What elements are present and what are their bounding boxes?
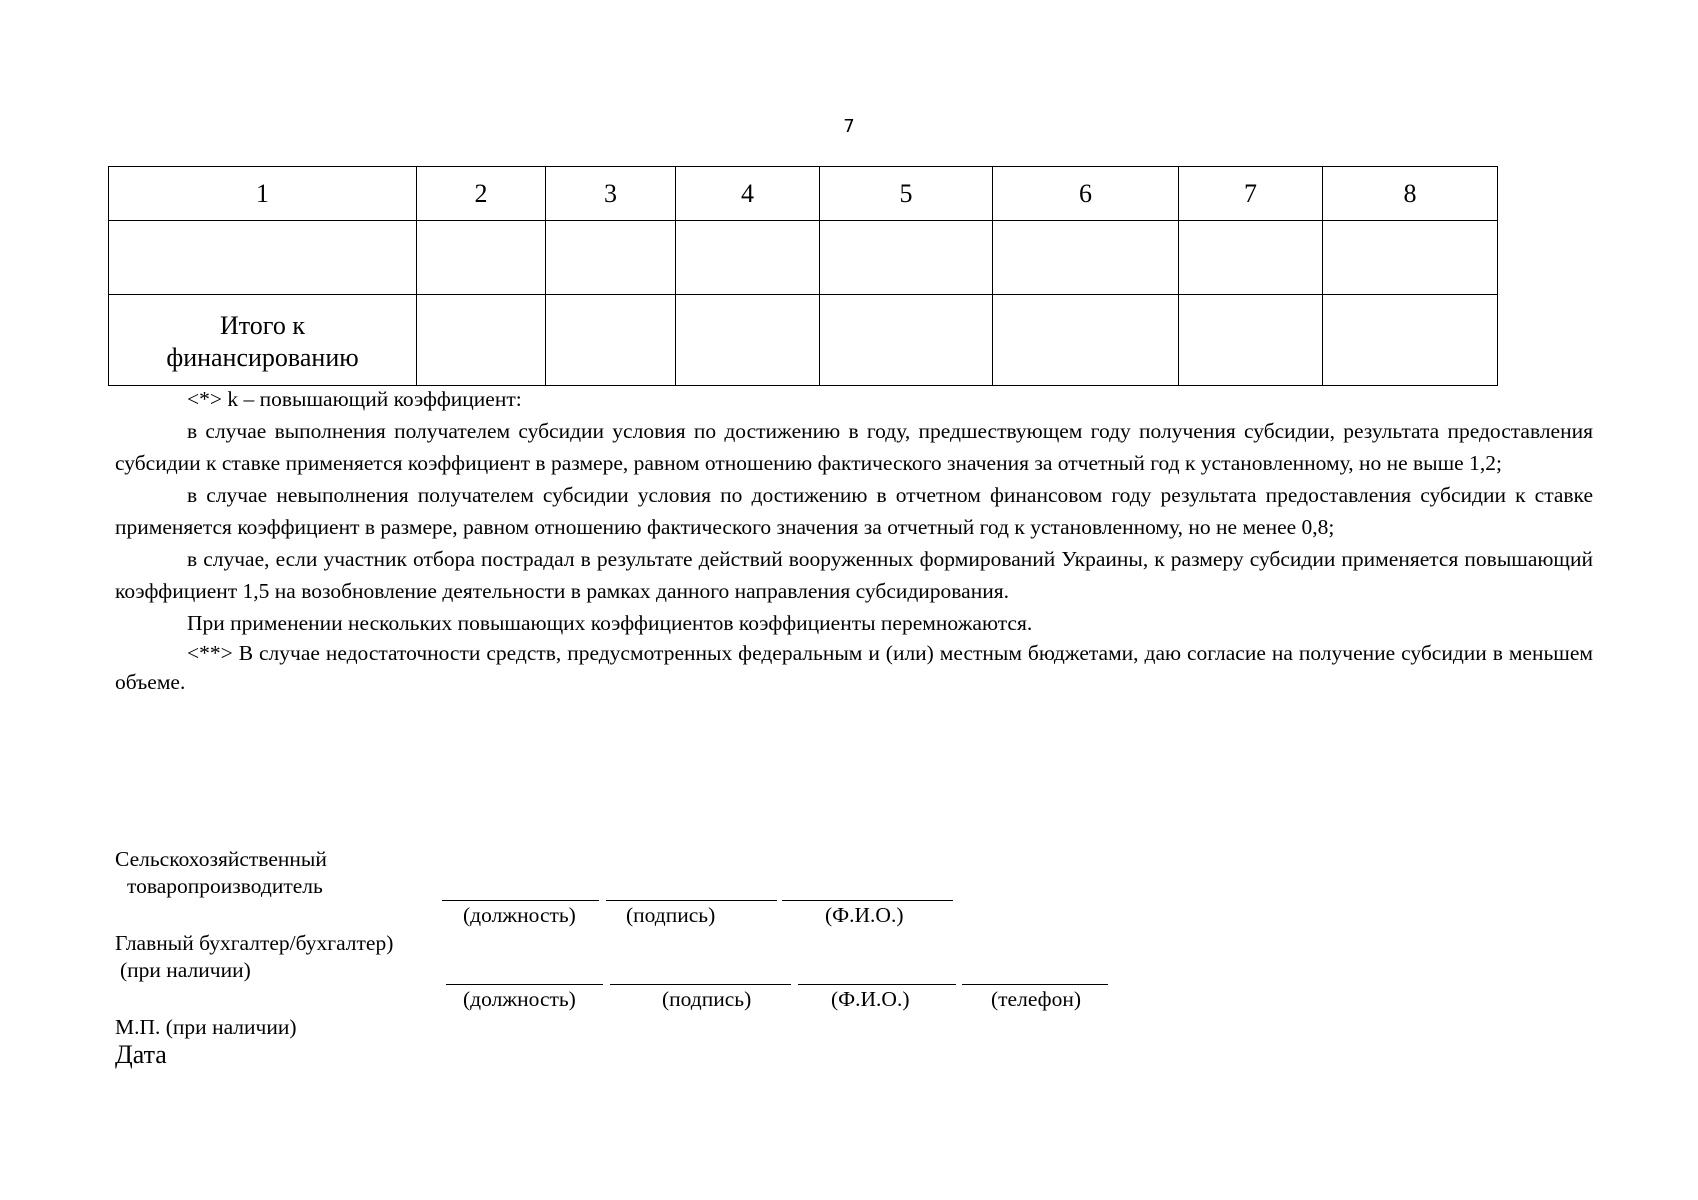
financing-table (108, 166, 1498, 386)
table-cell (109, 221, 417, 295)
table-cell (820, 221, 993, 295)
column-header: 4 (676, 167, 820, 221)
column-header: 5 (820, 167, 993, 221)
column-header: 6 (993, 167, 1179, 221)
table-cell (546, 295, 676, 386)
column-header: 3 (546, 167, 676, 221)
footnotes (115, 383, 1593, 697)
column-header: 2 (417, 167, 546, 221)
producer-signature-caption: (подпись) (626, 903, 716, 927)
note-ukraine: в случае, если участник отбора пострадал в результате действий вооруженных формирований Украины, к размеру субсидии применяется повышающий коэффициент 1,5 на возобновление деятельности в рамках данного направления субсидирования. (115, 547, 1593, 603)
note-nonfulfilment: в случае невыполнения получателем субсидии условия по достижению в отчетном финансовом году результата предоставления субсидии к ставке применяется коэффициент в размере, равном отношению фактического значения за отчетный год к установленному, но не менее 0,8; (115, 483, 1593, 539)
table-cell (993, 221, 1179, 295)
accountant-position-line (446, 984, 603, 985)
table-cell (546, 221, 676, 295)
note-multiply: При применении нескольких повышающих коэффициентов коэффициенты перемножаются. (187, 611, 1033, 635)
table-cell (417, 295, 546, 386)
date-label: Дата (115, 1040, 167, 1069)
total-label-line2: финансированию (166, 343, 359, 372)
producer-name-line (782, 900, 953, 901)
total-row (109, 295, 1498, 386)
note-fulfilment: в случае выполнения получателем субсидии условия по достижению в году, предшествующем году получения субсидии, результата предоставления субсидии к ставке применяется коэффициент в размере, равном отношению фактического значения за отчетный год к установленному, но не выше 1,2; (115, 419, 1593, 475)
table-cell (1179, 221, 1323, 295)
table-cell (993, 295, 1179, 386)
total-label-line1: Итого к (220, 311, 305, 340)
table-header-row (109, 167, 1498, 221)
accountant-name-caption: (Ф.И.О.) (831, 987, 910, 1011)
producer-label-line1: Сельскохозяйственный (115, 847, 327, 871)
accountant-label-line1: Главный бухгалтер/бухгалтер) (115, 931, 394, 955)
accountant-phone-caption: (телефон) (991, 987, 1081, 1011)
note-coefficient: <*> k – повышающий коэффициент: (187, 387, 522, 411)
table-row (109, 221, 1498, 295)
table-cell (676, 221, 820, 295)
note-insufficient-funds: <**> В случае недостаточности средств, предусмотренных федеральным и (или) местным бюджетами, даю согласие на получение субсидии в меньшем объеме. (115, 641, 1593, 694)
producer-position-line (442, 900, 599, 901)
accountant-phone-line (962, 984, 1108, 985)
stamp-label: М.П. (при наличии) (115, 1015, 297, 1039)
table-cell (417, 221, 546, 295)
page-number: 7 (843, 116, 855, 137)
column-header: 7 (1179, 167, 1323, 221)
table-cell (820, 295, 993, 386)
accountant-label-line2: (при наличии) (120, 958, 251, 982)
accountant-position-caption: (должность) (463, 987, 576, 1011)
table-cell (676, 295, 820, 386)
accountant-name-line (798, 984, 956, 985)
table-cell (1323, 221, 1498, 295)
accountant-signature-line (610, 984, 791, 985)
table-cell (1323, 295, 1498, 386)
column-header: 1 (109, 167, 417, 221)
producer-signature-line (606, 900, 777, 901)
total-label (109, 295, 417, 386)
producer-label-line2: товаропроизводитель (127, 874, 323, 898)
column-header: 8 (1323, 167, 1498, 221)
table-cell (1179, 295, 1323, 386)
accountant-signature-caption: (подпись) (662, 987, 752, 1011)
producer-position-caption: (должность) (463, 903, 576, 927)
producer-name-caption: (Ф.И.О.) (825, 903, 904, 927)
